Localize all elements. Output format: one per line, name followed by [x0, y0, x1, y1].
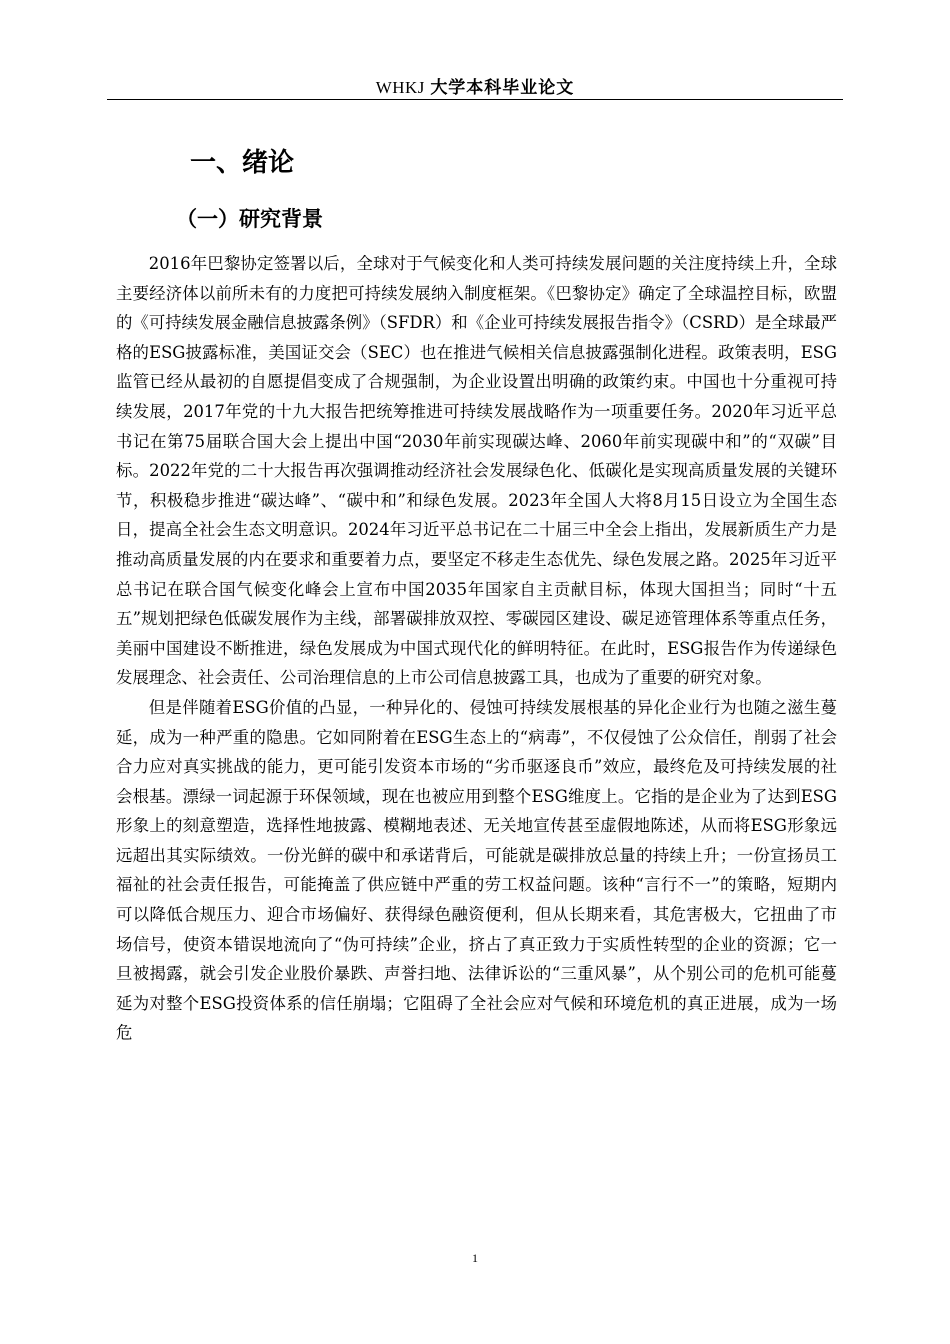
- paragraph-1: 2016年巴黎协定签署以后，全球对于气候变化和人类可持续发展问题的关注度持续上升，全球主要经济体以前所未有的力度把可持续发展纳入制度框架。《巴黎协定》确定了全球温控目标，欧盟的《可持续发展金融信息披露条例》（SFDR）和《企业可持续发展报告指令》（CSRD）是全球最严格的ESG披露标准，美国证交会（SEC）也在推进气候相关信息披露强制化进程。政策表明，ESG监管已经从最初的自愿提倡变成了合规强制，为企业设置出明确的政策约束。中国也十分重视可持续发展，2017年党的十九大报告把统筹推进可持续发展战略作为一项重要任务。2020年习近平总书记在第75届联合国大会上提出中国“2030年前实现碳达峰、2060年前实现碳中和”的“双碳”目标。2022年党的二十大报告再次强调推动经济社会发展绿色化、低碳化是实现高质量发展的关键环节，积极稳步推进“碳达峰”、“碳中和”和绿色发展。2023年全国人大将8月15日设立为全国生态日，提高全社会生态文明意识。2024年习近平总书记在二十届三中全会上指出，发展新质生产力是推动高质量发展的内在要求和重要着力点，要坚定不移走生态优先、绿色发展之路。2025年习近平总书记在联合国气候变化峰会上宣布中国2035年国家自主贡献目标，体现大国担当；同时“十五五”规划把绿色低碳发展作为主线，部署碳排放双控、零碳园区建设、碳足迹管理体系等重点任务，美丽中国建设不断推进，绿色发展成为中国式现代化的鲜明特征。在此时，ESG报告作为传递绿色发展理念、社会责任、公司治理信息的上市公司信息披露工具，也成为了重要的研究对象。: [116, 254, 837, 688]
- paragraph-2: 但是伴随着ESG价值的凸显，一种异化的、侵蚀可持续发展根基的异化企业行为也随之滋生蔓延，成为一种严重的隐患。它如同附着在ESG生态上的“病毒”，不仅侵蚀了公众信任，削弱了社会合力应对真实挑战的能力，更可能引发资本市场的“劣币驱逐良币”效应，最终危及可持续发展的社会根基。漂绿一词起源于环保领域，现在也被应用到整个ESG维度上。它指的是企业为了达到ESG形象上的刻意塑造，选择性地披露、模糊地表述、无关地宣传甚至虚假地陈述，从而将ESG形象远远超出其实际绩效。一份光鲜的碳中和承诺背后，可能就是碳排放总量的持续上升；一份宣扬员工福祉的社会责任报告，可能掩盖了供应链中严重的劳工权益问题。该种“言行不一”的策略，短期内可以降低合规压力、迎合市场偏好、获得绿色融资便利，但从长期来看，其危害极大，它扭曲了市场信号，使资本错误地流向了“伪可持续”企业，挤占了真正致力于实质性转型的企业的资源；它一旦被揭露，就会引发企业股价暴跌、声誉扫地、法律诉讼的“三重风暴”，从个别公司的危机可能蔓延为对整个ESG投资体系的信任崩塌；它阻碍了全社会应对气候和环境危机的真正进展，成为一场危: [116, 697, 837, 1043]
- body-text: [116, 249, 837, 1048]
- header-university-code: WHKJ: [375, 78, 425, 97]
- chapter-title: 一、绪论: [190, 148, 295, 178]
- header-thesis-type: 大学本科毕业论文: [430, 78, 575, 98]
- running-header: [107, 76, 843, 100]
- header-rule: [107, 99, 843, 100]
- section-title: （一）研究背景: [176, 207, 323, 231]
- page-number: 1: [472, 1251, 478, 1265]
